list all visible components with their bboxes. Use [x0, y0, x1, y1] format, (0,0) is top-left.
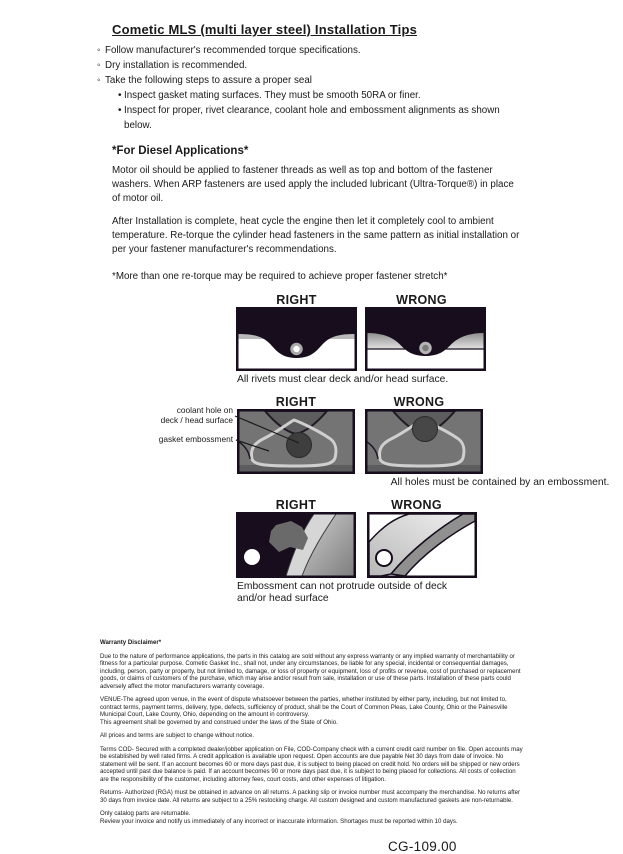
rivet-right-diagram [236, 307, 357, 371]
coolant-hole-diagram-row [97, 395, 610, 489]
right-label: RIGHT [275, 395, 317, 409]
coolant-hole-label: coolant hole on deck / head surface [160, 405, 233, 425]
rivet-wrong-diagram [365, 307, 486, 371]
diesel-paragraph: After Installation is complete, heat cycle the engine then let it completely cool to ambient temperature. Re-torque the cylinder head fasteners in the same pattern as initial installation or per your fastener manufacturer's recommendations. [112, 216, 520, 255]
diagram-boxes [236, 307, 527, 371]
venue-paragraph: This agreement shall be governed by and construed under the laws of the State of Ohio. [100, 718, 338, 726]
warranty-heading: Warranty Disclaimer* [100, 639, 162, 646]
warranty-paragraph: Due to the nature of performance applications, the parts in this catalog are sold without any express warranty or any implied warranty of merchantability or fitness for a particular purpose. Cometic Gasket Inc., shall not, under any circumstances, be liable for any special, incidental or consequential damages, including, person, party or property, but not limited to, damage, or loss of property or equipment, loss of profits or revenue, cost of purchased or replacement goods, or claims of customers of the purchase, which may arise and/or result from sale, installation or use of these parts. Installation of these parts could adversely affect the motor manufacturers warranty coverage. [100, 652, 521, 690]
wrong-label: WRONG [396, 293, 447, 307]
embossment-diagram-row [236, 498, 527, 605]
diagram-boxes [237, 409, 527, 474]
right-label: RIGHT [276, 293, 317, 307]
returnable-paragraph: Only catalog parts are returnable. [100, 810, 191, 817]
prices-paragraph: All prices and terms are subject to change without notice. [100, 732, 255, 739]
list-item: • Inspect for proper, rivet clearance, coolant hole and embossment alignments as shown below. [97, 103, 527, 133]
embossment-wrong-diagram [367, 512, 477, 578]
coolant-right-diagram [237, 409, 355, 474]
diesel-applications-heading: *For Diesel Applications* [112, 145, 249, 157]
diesel-paragraph: Motor oil should be applied to fastener threads as well as top and bottom of the fastener washers. When ARP fasteners are used apply the included lubricant (Ultra-Torque®) in place of motor oil. [112, 165, 514, 204]
wrong-label: WRONG [393, 395, 445, 409]
coolant-wrong-diagram [365, 409, 483, 474]
returns-paragraph: Returns- Authorized (RGA) must be obtained in advance on all returns. A packing slip or invoice number must accompany the merchandise. No returns after 30 days from invoice date. All returns are subject to a 25% restocking charge. All custom designed and custom manufactured gaskets are non-returnable. [100, 789, 521, 804]
list-item: ◦ Follow manufacturer's recommended torque specifications. [97, 43, 527, 58]
right-wrong-labels [236, 293, 488, 307]
list-item: ◦ Take the following steps to assure a proper seal [97, 73, 527, 88]
embossment-right-diagram [236, 512, 356, 578]
rivet-clearance-diagram-row [236, 293, 527, 386]
embossment-caption: Embossment can not protrude outside of deck and/or head surface [237, 581, 448, 604]
page-content [97, 22, 610, 854]
page-title: Cometic MLS (multi layer steel) Installation Tips [112, 22, 418, 37]
coolant-caption: All holes must be contained by an embossment. [390, 477, 610, 488]
list-item: ◦ Dry installation is recommended. [97, 58, 527, 73]
retorque-note: *More than one re-torque may be required to achieve proper fastener stretch* [112, 271, 448, 282]
right-label: RIGHT [275, 498, 317, 512]
rivet-caption: All rivets must clear deck and/or head surface. [237, 374, 449, 385]
terms-paragraph: Terms COD- Secured with a completed dealer/jobber application on File, COD-Company check with a current credit card number on file. Open accounts may be established by well rated firms. A credit application is available upon request. Open accounts are due payable Net 30 days from date of invoice. No statement will be sent. If an account becomes 60 or more days past due, it is subject to being placed on credit hold. No orders will be shipped or new orders accepted until past due balance is paid. If an account becomes 90 or more days past due, it is subject to being placed for collections. All costs of collection are the responsibility of the customer, including attorney fees, court costs, and other expenses of litigation. [100, 745, 523, 783]
venue-paragraph: VENUE-The agreed upon venue, in the event of dispute whatsoever between the parties, whether instituted by either party, including, but not limited to, contract terms, payment terms, delivery, type, defects, sufficiency of product, shall be the Court of Common Pleas, Lake County, Ohio or the Painesville Municipal Court, Lake County, Ohio, depending on the amount in controversy. [100, 696, 508, 718]
right-wrong-labels [237, 395, 483, 409]
list-item: • Inspect gasket mating surfaces. They must be smooth 50RA or finer. [97, 88, 527, 103]
right-wrong-labels [236, 498, 488, 512]
gasket-embossment-label: gasket embossment [158, 434, 233, 444]
installation-tips-list [97, 43, 527, 133]
review-paragraph: Review your invoice and notify us immediately of any incorrect or inaccurate information. Shortages must be reported within 10 days. [100, 817, 458, 825]
page-code: CG-109.00 [388, 839, 457, 854]
diagram-boxes [236, 512, 527, 578]
wrong-label: WRONG [391, 498, 442, 512]
warranty-disclaimer [100, 639, 524, 825]
